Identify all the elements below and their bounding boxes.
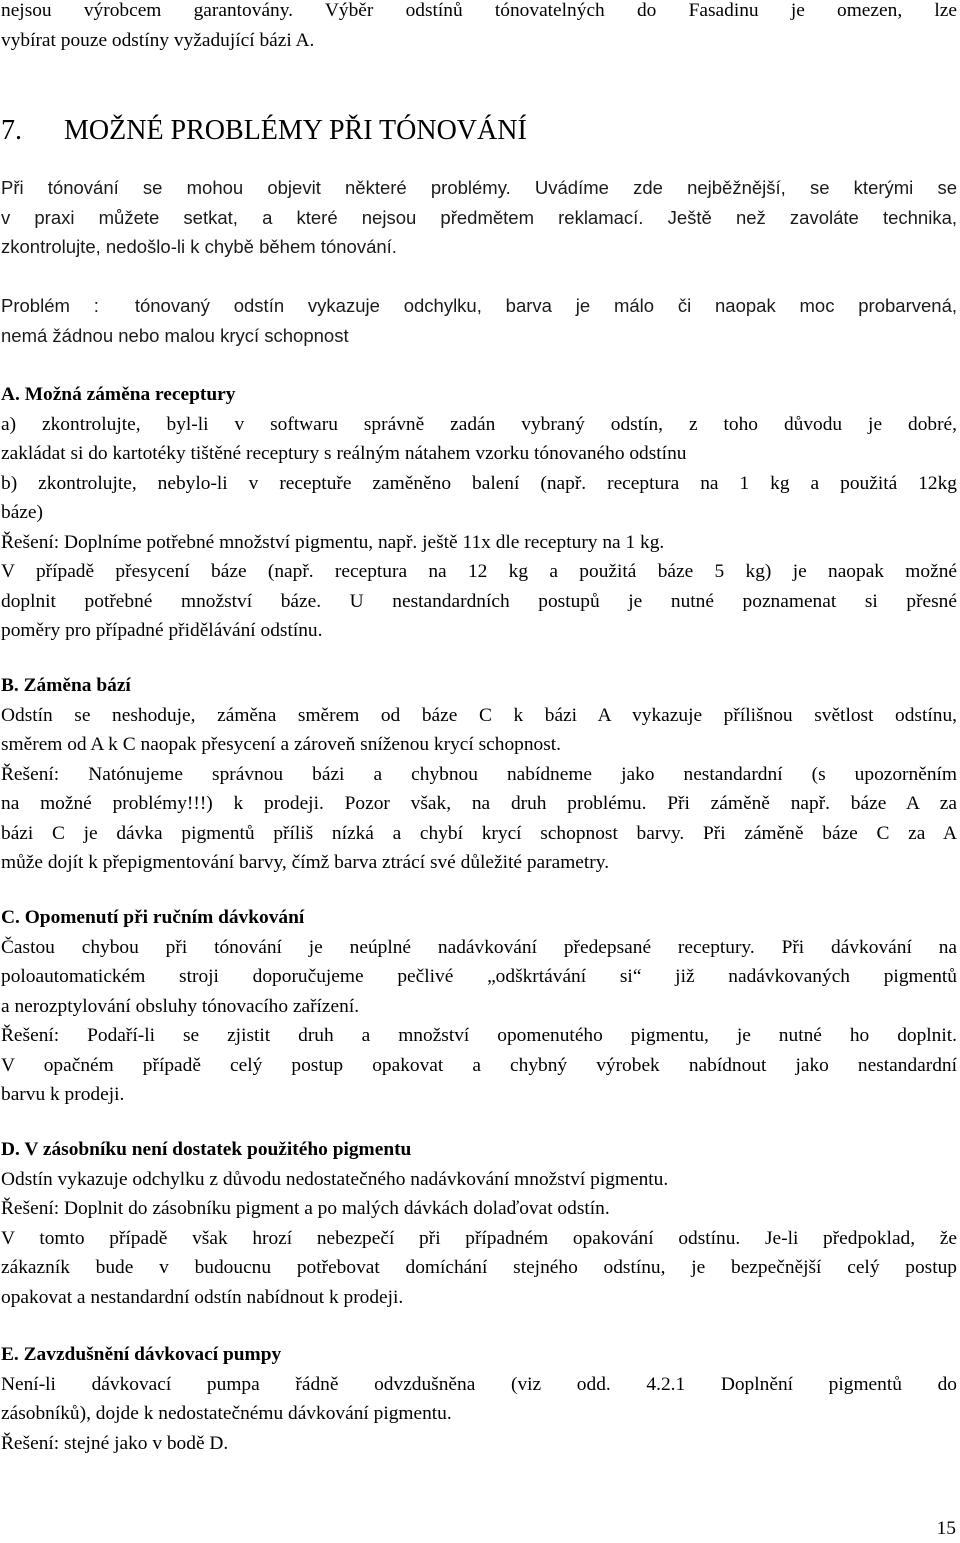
section-d-line-2: Řešení: Doplnit do zásobníku pigment a po malých dávkách dolaďovat odstín. bbox=[1, 1198, 610, 1219]
lead-line-3: zkontrolujte, nedošlo-li k chybě během tónování. bbox=[1, 236, 397, 257]
problem-line-2: nemá žádnou nebo malou krycí schopnost bbox=[1, 324, 349, 346]
section-a-line-8: poměry pro případné přidělávání odstínu. bbox=[1, 620, 323, 641]
section-b-line-4: na možné problémy!!!) k prodeji. Pozor však, na druh problému. Při záměně např. báze A za bbox=[1, 793, 957, 814]
section-e-line-3: Řešení: stejné jako v bodě D. bbox=[1, 1432, 229, 1454]
intro-paragraph bbox=[1, 0, 957, 55]
section-b-heading: B. Záměna bází bbox=[1, 675, 131, 696]
section-e-line-1: Není-li dávkovací pumpa řádně odvzdušněna (viz odd. 4.2.1 Doplnění pigmentů do bbox=[1, 1373, 957, 1395]
section-a-line-6: V případě přesycení báze (např. receptura na 12 kg a použitá báze 5 kg) je naopak možné bbox=[1, 561, 957, 582]
section-b-line-5: bázi C je dávka pigmentů příliš nízká a chybí krycí schopnost barvy. Při záměně báze C za A bbox=[1, 822, 957, 844]
section-c-line-4: Řešení: Podaří-li se zjistit druh a množství opomenutého pigmentu, je nutné ho doplnit. bbox=[1, 1025, 957, 1046]
lead-paragraph bbox=[1, 173, 957, 262]
section-a-line-7: doplnit potřebné množství báze. U nestandardních postupů je nutné poznamenat si přesné bbox=[1, 590, 957, 612]
section-c-line-2: poloautomatickém stroji doporučujeme pečlivé „odškrtávání si“ již nadávkovaných pigmentů bbox=[1, 966, 957, 987]
page-number: 15 bbox=[936, 1518, 956, 1539]
section-d-line-5: opakovat a nestandardní odstín nabídnout k prodeji. bbox=[1, 1286, 404, 1308]
section-b-line-3: Řešení: Natónujeme správnou bázi a chybnou nabídneme jako nestandardní (s upozorněním bbox=[1, 763, 957, 785]
section-d bbox=[1, 1135, 957, 1312]
section-d-heading: D. V zásobníku není dostatek použitého pigmentu bbox=[1, 1139, 412, 1160]
section-e bbox=[1, 1340, 957, 1458]
section-c-line-1: Častou chybou při tónování je neúplné nadávkování předepsané receptury. Při dávkování na bbox=[1, 936, 957, 958]
problem-label: Problém : bbox=[1, 295, 99, 316]
section-a-line-3: b) zkontrolujte, nebylo-li v receptuře zaměněno balení (např. receptura na 1 kg a použitá 12kg bbox=[1, 472, 957, 494]
section-e-heading: E. Zavzdušnění dávkovací pumpy bbox=[1, 1344, 282, 1365]
section-a bbox=[1, 380, 957, 646]
intro-line-2: vybírat pouze odstíny vyžadující bázi A. bbox=[1, 29, 315, 51]
lead-line-2: v praxi můžete setkat, a které nejsou předmětem reklamací. Ještě než zavoláte technika, bbox=[1, 206, 957, 228]
section-d-line-4: zákazník bude v budoucnu potřebovat domíchání stejného odstínu, je bezpečnější celý postup bbox=[1, 1257, 957, 1278]
section-b-line-6: může dojít k přepigmentování barvy, čímž barva ztrácí své důležité parametry. bbox=[1, 852, 610, 873]
section-e-line-2: zásobníků), dojde k nedostatečnému dávkování pigmentu. bbox=[1, 1403, 452, 1424]
section-title: MOŽNÉ PROBLÉMY PŘI TÓNOVÁNÍ bbox=[64, 115, 527, 146]
section-a-line-5: Řešení: Doplníme potřebné množství pigmentu, např. ještě 11x dle receptury na 1 kg. bbox=[1, 531, 665, 553]
section-a-heading: A. Možná záměna receptury bbox=[1, 384, 236, 405]
section-c-heading: C. Opomenutí při ručním dávkování bbox=[1, 907, 305, 928]
intro-line-1: nejsou výrobcem garantovány. Výběr odstínů tónovatelných do Fasadinu je omezen, lze bbox=[1, 0, 957, 21]
section-a-line-2: zakládat si do kartotéky tištěné receptury s reálným nátahem vzorku tónovaného odstínu bbox=[1, 443, 687, 464]
section-b-line-1: Odstín se neshoduje, záměna směrem od báze C k bázi A vykazuje přílišnou světlost odstínu, bbox=[1, 704, 957, 726]
section-c-line-3: a nerozptylování obsluhy tónovacího zařízení. bbox=[1, 995, 360, 1017]
section-a-line-4: báze) bbox=[1, 502, 43, 523]
problem-text: tónovaný odstín vykazuje odchylku, barva je málo či naopak moc probarvená, bbox=[134, 295, 957, 316]
section-d-line-3: V tomto případě však hrozí nebezpečí při případném opakování odstínu. Je-li předpoklad, že bbox=[1, 1227, 957, 1249]
section-d-line-1: Odstín vykazuje odchylku z důvodu nedostatečného nadávkování množství pigmentu. bbox=[1, 1168, 669, 1190]
section-b-line-2: směrem od A k C naopak přesycení a zároveň sníženou krycí schopnost. bbox=[1, 734, 562, 755]
section-a-line-1: a) zkontrolujte, byl-li v softwaru správně zadán vybraný odstín, z toho důvodu je dobré, bbox=[1, 413, 957, 435]
section-b bbox=[1, 671, 957, 878]
section-c-line-5: V opačném případě celý postup opakovat a chybný výrobek nabídnout jako nestandardní bbox=[1, 1054, 957, 1076]
lead-line-1: Při tónování se mohou objevit některé problémy. Uvádíme zde nejběžnější, se kterými se bbox=[1, 177, 957, 198]
section-c bbox=[1, 903, 957, 1110]
problem-line-1 bbox=[1, 291, 957, 321]
section-number: 7. bbox=[1, 115, 22, 146]
problem-paragraph bbox=[1, 291, 957, 350]
section-c-line-6: barvu k prodeji. bbox=[1, 1084, 125, 1105]
section-heading bbox=[1, 114, 527, 148]
